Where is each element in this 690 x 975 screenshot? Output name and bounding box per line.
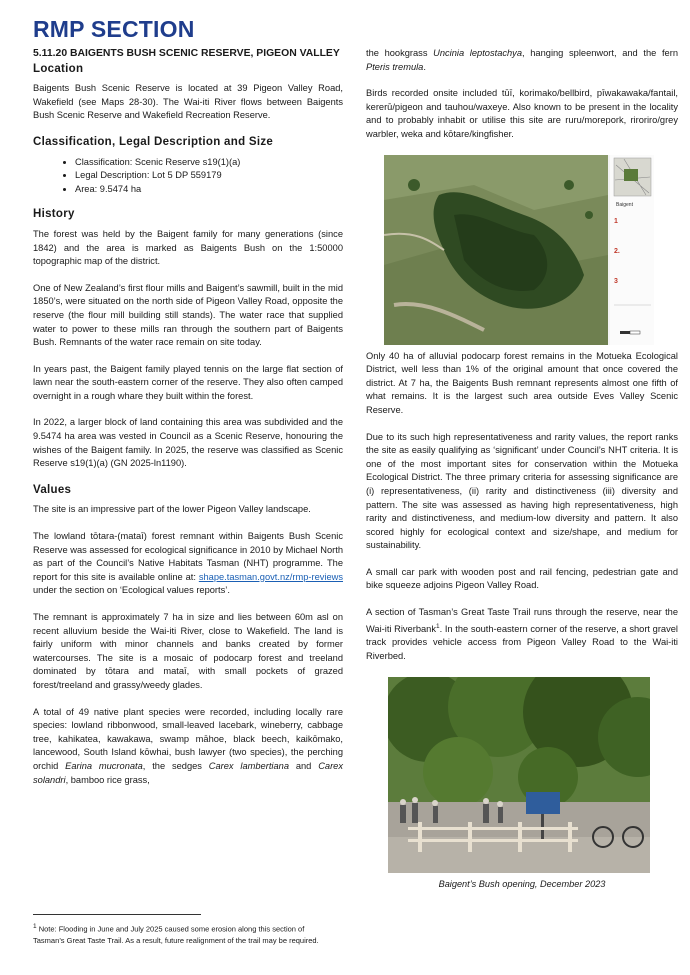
- aerial-map-figure: [384, 155, 654, 345]
- continued-paragraph: [366, 47, 678, 74]
- text-span: , bamboo rice grass,: [65, 774, 150, 785]
- text-span: A section of Tasman’s Great Taste Trail runs through the reserve, near the Wai-iti Riverbank: [366, 607, 678, 634]
- species-name: Pteris tremula: [366, 61, 424, 72]
- map-note-1: 1: [614, 217, 618, 225]
- history-paragraph: In years past, the Baigent family played tennis on the large flat section of lawn near the south-eastern corner of the reserve. They also often camped overnight in a rough whare they built within the forest.: [33, 363, 343, 401]
- text-span: A total of 49 native plant species were recorded, including locally rare species: lowland ribbonwood, small-leaved lacebark, wineberry, cabbage tree, kahikatea, kawakawa, swamp māhoe, black beech, kaikōmako, lancewood, South Island kōwhai, bush lawyer (two species), the perching orchid: [33, 706, 343, 771]
- birds-paragraph: Birds recorded onsite included tūī, korimako/bellbird, pīwakawaka/fantail, kererū/pigeon and tauhou/waxeye. Also known to be present in the locality and to probably inhabit or utilise this site are ruru/morepork, riroriro/grey warbler, weka and kōtare/kingfisher.: [366, 88, 678, 139]
- left-column: [33, 47, 343, 800]
- footnote: [33, 921, 333, 946]
- text-span: . In the south-eastern corner of the reserve, a short gravel track provides vehicle access from Pigeon Valley Road to the Wai-iti Riverbed.: [366, 623, 678, 661]
- text-span: , the sedges: [142, 760, 209, 771]
- location-paragraph: Baigents Bush Scenic Reserve is located at 39 Pigeon Valley Road, Wakefield (see Maps 28-30). The Wai-iti River flows between Baigents Bush Scenic Reserve and Wakefield Recreation Reserve.: [33, 83, 343, 121]
- history-heading: History: [33, 208, 75, 221]
- values-paragraph: [33, 706, 343, 788]
- history-paragraph: The forest was held by the Baigent family for many generations (since 1842) and the area is marked as Baigents Bush on the 1:50000 topographic map of the district.: [33, 228, 343, 267]
- podocarp-paragraph: Only 40 ha of alluvial podocarp forest remains in the Motueka Ecological District, well less than 1% of the original amount that once covered the district. At 7 ha, the Baigents Bush remnant represents almost one fifth of what remains. It is the largest such area outside Eves Valley Scenic Reserve.: [366, 350, 678, 415]
- subsection-title: 5.11.20 BAIGENTS BUSH SCENIC RESERVE, PIGEON VALLEY: [33, 48, 340, 59]
- footnote-ref: 1: [435, 622, 440, 630]
- species-name: Earina mucronata: [65, 760, 143, 771]
- values-paragraph: [33, 530, 343, 598]
- text-span: under the section on ‘Ecological values reports’.: [33, 585, 230, 596]
- footnote-text: Note: Flooding in June and July 2025 caused some erosion along this section of Tasman’s Great Taste Trail. As a result, future realignment of the trail may be required.: [33, 924, 319, 945]
- classification-list: [33, 156, 343, 197]
- opening-photo-image: [388, 677, 650, 873]
- values-paragraph: The remnant is approximately 7 ha in size and lies between 60m asl on recent alluvium beside the Wai-iti River, close to Wakefield. The land is fairly uniform with minor channels and banks created by former watercourses. The site is a mosaic of podocarp forest and treeland dominated by tōtara and mataī, with small pockets of grazed forest/treeland and grassy/weedy glades.: [33, 612, 343, 690]
- significance-paragraph: Due to its such high representativeness and rarity values, the report ranks the site as easily qualifying as ‘significant’ under Council’s NHT criteria. It is one of the most important sites for conservation within the Motueka Ecological District. The three primary criteria for assessing significance are (i) representativeness, (ii) rarity and distinctiveness (iii) diversity and pattern. The site was assessed as having high representativeness, high rarity and distinctiveness, and medium-low diversity and pattern. It also scored highly for ecological context and size/shape, and medium for sustainability.: [366, 431, 678, 551]
- list-item: • Area: 9.5474 ha: [75, 183, 343, 197]
- carpark-paragraph: A small car park with wooden post and rail fencing, pedestrian gate and bike squeeze adjoins Pigeon Valley Road.: [366, 566, 678, 591]
- page-title: RMP SECTION: [33, 16, 195, 42]
- map-legend-title: Baigent: [616, 201, 633, 208]
- opening-photo: [388, 677, 650, 873]
- footnote-mark: 1: [33, 923, 37, 930]
- values-heading: Values: [33, 483, 72, 496]
- map-note-3: 3: [614, 277, 618, 285]
- species-name: Uncinia leptostachya: [433, 48, 523, 58]
- text-span: .: [423, 61, 426, 72]
- species-name: Carex lambertiana: [208, 760, 289, 771]
- report-link[interactable]: shape.tasman.govt.nz/rmp-reviews: [198, 571, 343, 582]
- footnote-divider: [33, 914, 201, 915]
- list-item: • Legal Description: Lot 5 DP 559179: [75, 169, 343, 183]
- classification-heading: Classification, Legal Description and Size: [33, 135, 274, 148]
- values-paragraph: The site is an impressive part of the lower Pigeon Valley landscape.: [33, 504, 311, 515]
- map-note-2: 2.: [614, 247, 620, 255]
- text-span: the hookgrass: [366, 48, 434, 58]
- species-name: Carex solandri: [33, 760, 343, 785]
- right-column: [366, 47, 678, 897]
- list-item: • Classification: Scenic Reserve s19(1)(a): [75, 156, 343, 170]
- history-paragraph: One of New Zealand’s first flour mills and Baigent’s sawmill, built in the mid 1850’s, were situated on the north side of Pigeon Valley Road, opposite the reserve (the flour mill building still stands). The water race that supplied water to power to these mills ran through the southern part of Baigents Bush. Remnants of the water race remain on site today.: [33, 282, 343, 348]
- history-paragraph: In 2022, a larger block of land containing this area was subdivided and the 9.5474 ha area was vested in Council as a Scenic Reserve, honouring the wishes of the Baigent family. In 2025, the reserve was classified as Scenic Reserve s19(1)(a) (GN 2025-ln1190).: [33, 417, 343, 469]
- text-span: The lowland tōtara-(mataī) forest remnant within Baigents Bush Scenic Reserve was assessed for ecological significance in 2010 by Michael North as part of the Council’s Native Habitats Tasman (NHT) programme. The report for this site is available online at:: [33, 531, 343, 582]
- text-span: , hanging spleenwort, and the fern: [522, 48, 678, 58]
- photo-caption: Baigent’s Bush opening, December 2023: [438, 878, 606, 889]
- trail-paragraph: [366, 606, 678, 663]
- location-heading: Location: [33, 62, 84, 75]
- text-span: and: [289, 760, 319, 771]
